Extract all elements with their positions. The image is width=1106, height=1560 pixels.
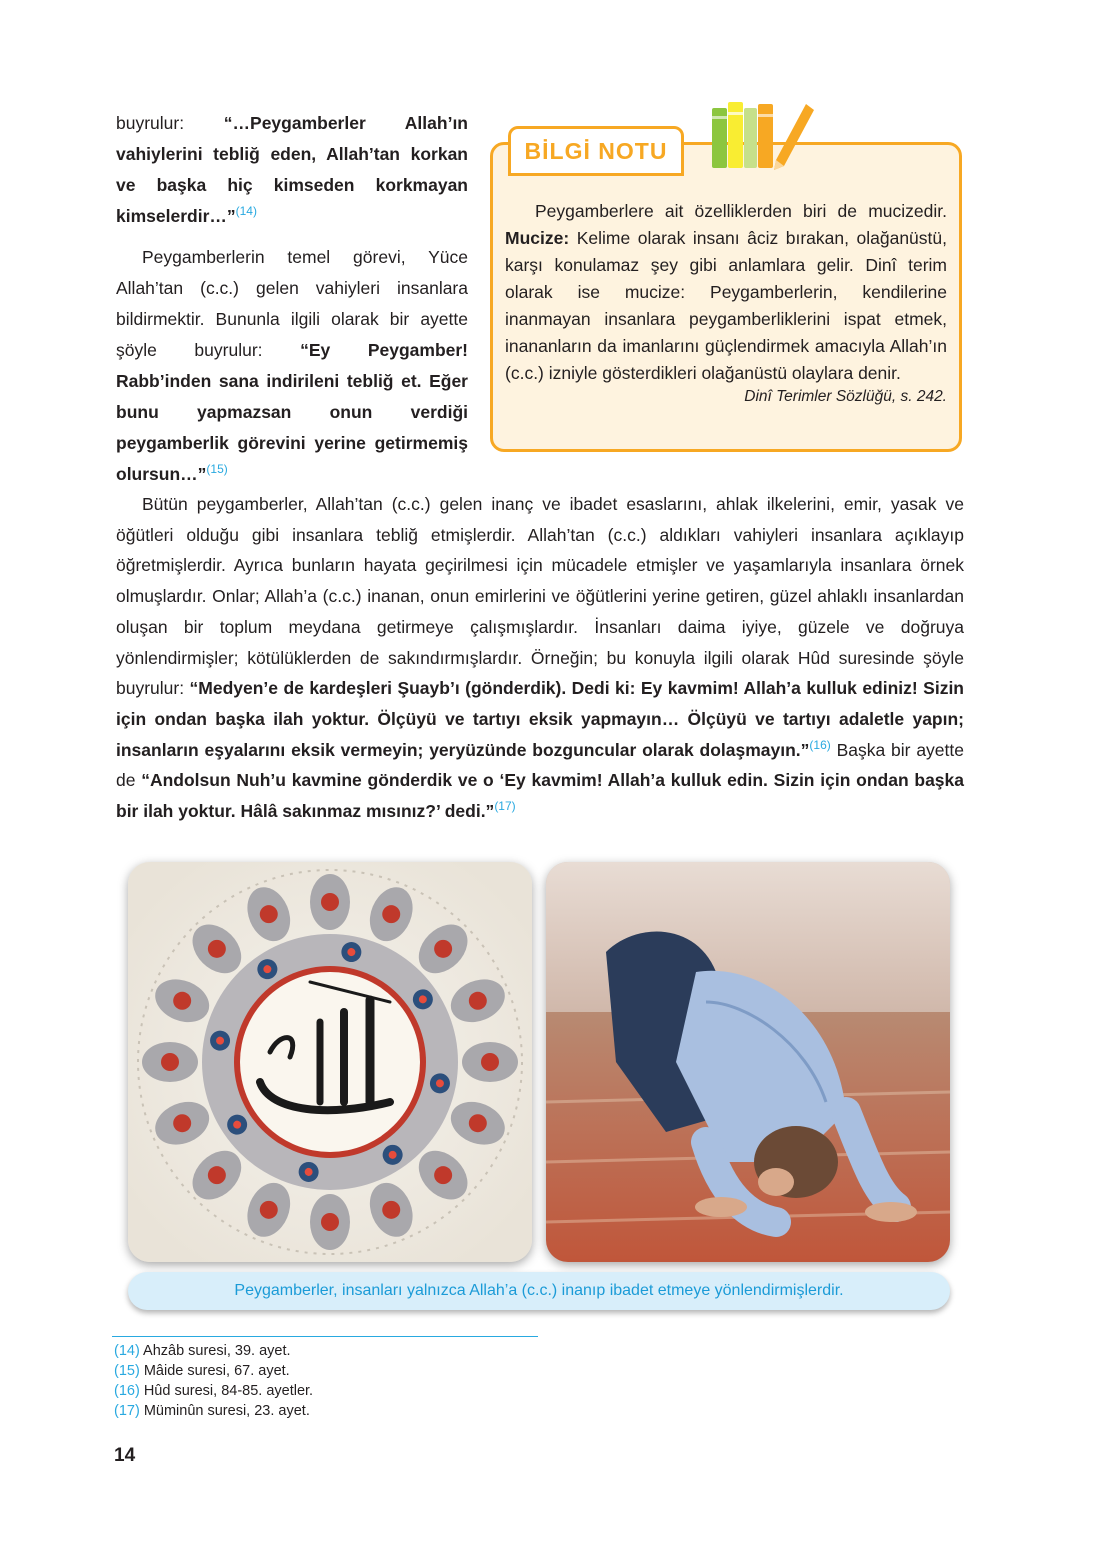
footnotes [114,1341,313,1421]
pencil-icon [774,104,814,170]
footnote-item [114,1341,313,1361]
footnote-divider [112,1336,538,1337]
prayer-illustration [546,862,950,1262]
info-note-label [508,126,684,176]
note-text-1: Peygamberlere ait özelliklerden biri de mucizedir. [535,201,947,221]
footnote-item [114,1401,313,1421]
image-caption: Peygamberler, insanları yalnızca Allah’a (c.c.) inanıp ibadet etmeye yönlendirmişlerdir. [128,1272,950,1310]
info-note-source: Dinî Terimler Sözlüğü, s. 242. [744,388,947,405]
info-note-paragraph [505,198,947,387]
footnote-item [114,1381,313,1401]
calligraphy-image [128,862,532,1262]
main-text-1: Bütün peygamberler, Allah’tan (c.c.) gelen inanç ve ibadet esaslarını, ahlak ilkelerini, emir, yasak ve öğütleri olduğu gibi insanlara tebliğ etmişlerdir. Allah’tan (c.c.) aldıkları vahiyleri insanlara açıklayıp öğretmişlerdir. Ayrıca bunların hayata geçirilmesi için mücadele etmişler ve yaşamlarıyla insanlara örnek olmuşlardır. Onlar; Allah’a (c.c.) inanan, onun emirlerini ve öğütlerini yerine getiren, güzel ahlaklı insanlardan oluşan bir toplum meydana getirmeye çalışmışlardır. İnsanları daima iyiye, güzele ve doğruya yönlendirmişler; kötülüklerden de sakındırmışlardır. Örneğin; bu konuyla ilgili olarak Hûd suresinde şöyle buyrulur: [116,494,964,699]
footnote-number: (16) [114,1383,140,1399]
paragraph-quote-15 [116,242,468,490]
footnote-ref[interactable]: (17) [494,799,516,814]
footnote-number: (14) [114,1343,140,1359]
prayer-photo [546,862,950,1262]
footnote-number: (15) [114,1363,140,1379]
paragraph-quote-14 [116,108,468,232]
left-column [116,108,468,500]
footnote-ref[interactable]: (15) [206,462,228,477]
quote-bold: “Medyen’e de kardeşleri Şuayb’ı (gönderdik). Dedi ki: Ey kavmim! Allah’a kulluk ediniz! Sizin için ondan başka ilah yoktur. Ölçüyü ve tartıyı eksik yapmayın… Ölçüyü ve tartıyı adaletle yapın; insanların eşyalarını eksik vermeyin; yeryüzünde bozguncular olarak dolaşmayın.” [116,678,964,760]
footnote-text: Hûd suresi, 84-85. ayetler. [139,1383,314,1399]
info-note-content [505,198,947,407]
main-paragraph [116,489,964,827]
info-note-title: BİLGİ NOTU [524,137,668,164]
calligraphy-medallion-illustration [128,862,532,1262]
note-text-2: Kelime olarak insanı âciz bırakan, olağanüstü, karşı konulamaz şey gibi anlamlara gelir. Dinî terim olarak ise mucize: Peygamberlerin, kendilerine inanmayan insanlara peygamberliklerini ispat etmek, inananların da imanlarını güçlendirmek amacıyla Allah’ın (c.c.) izniyle gösterdikleri olağanüstü olaylara denir. [505,228,947,383]
quote-bold: “Ey Peygamber! Rabb’inden sana indirileni tebliğ et. Eğer bunu yapmazsan onun verdiği peygamberlik görevini yerine getirmemiş olursun…” [116,340,468,484]
footnote-ref[interactable]: (16) [809,737,831,752]
main-paragraph-block [116,489,964,827]
book-yellow-icon [728,102,743,168]
quote-bold: “Andolsun Nuh’u kavmine gönderdik ve o ‘Ey kavmim! Allah’a kulluk edin. Sizin için ondan başka bir ilah yoktur. Hâlâ sakınmaz mısınız?’ dedi.” [116,770,965,822]
footnote-text: Ahzâb suresi, 39. ayet. [139,1343,291,1359]
books-pencil-icon [706,98,816,172]
footnote-text: Müminûn suresi, 23. ayet. [139,1403,310,1419]
quote-bold: “…Peygamberler Allah’ın vahiylerini tebliğ eden, Allah’tan korkan ve başka hiç kimseden korkmayan kimselerdir…” [116,113,468,226]
paragraph-text: Peygamberlerin temel görevi, Yüce Allah’tan (c.c.) gelen vahiyleri insanlara bildirmektir. Bununla ilgili olarak bir ayette şöyle buyrulur: [116,247,468,360]
book-orange-icon [758,104,773,168]
footnote-text: Mâide suresi, 67. ayet. [139,1363,290,1379]
note-term: Mucize: [505,228,570,248]
book-lightgreen-icon [744,108,757,168]
footnote-ref[interactable]: (14) [235,204,257,219]
main-text-2: Başka bir ayette de [116,739,964,791]
page-number: 14 [114,1445,136,1466]
footnote-number: (17) [114,1403,140,1419]
paragraph-text: buyrulur: [116,113,224,133]
footnote-item [114,1361,313,1381]
